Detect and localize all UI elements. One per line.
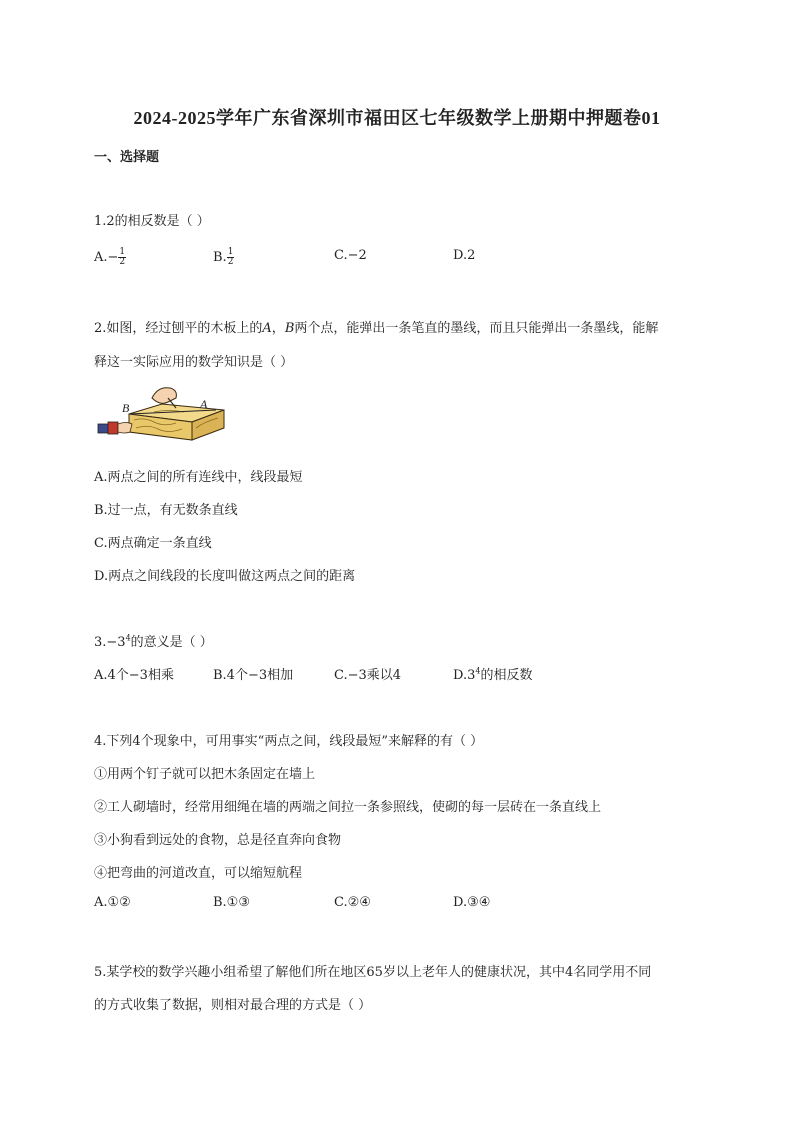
q5-stem-line1: 5.某学校的数学兴趣小组希望了解他们所在地区65岁以上老年人的健康状况，其中4名同学用不同 xyxy=(94,965,652,980)
q3-option-d-exponent: 4 xyxy=(475,666,481,676)
fraction-denominator: 2 xyxy=(227,257,234,267)
q3-option-a: A.4个−3相乘 xyxy=(94,668,174,683)
q1-stem: 1.2的相反数是（ ） xyxy=(94,214,210,229)
q1-option-d: D.2 xyxy=(453,248,476,263)
q4-item-1: ①用两个钉子就可以把木条固定在墙上 xyxy=(94,767,316,782)
q3-option-d-text: 的相反数 xyxy=(480,668,533,683)
q2-option-d: D.两点之间线段的长度叫做这两点之间的距离 xyxy=(94,569,356,584)
q1-option-a-prefix: A.− xyxy=(94,250,119,265)
figure-label-a: A xyxy=(200,397,208,411)
q3-option-c: C.−3乘以4 xyxy=(334,668,402,683)
q2-option-a: A.两点之间的所有连线中，线段最短 xyxy=(94,470,303,485)
q3-option-d xyxy=(453,664,532,683)
q3-exponent: 4 xyxy=(125,633,131,643)
q3-stem-text: 3.−3 xyxy=(94,635,126,650)
fraction-numerator: 1 xyxy=(227,247,234,257)
q5-stem-line2: 的方式收集了数据，则相对最合理的方式是（ ） xyxy=(94,998,372,1013)
q4-item-3: ③小狗看到远处的食物，总是径直奔向食物 xyxy=(94,833,342,848)
q2-stem-line2: 释这一实际应用的数学知识是（ ） xyxy=(94,355,294,370)
q3-options xyxy=(94,664,714,684)
q4-option-c: C.②④ xyxy=(334,895,371,910)
fraction-denominator: 2 xyxy=(119,257,126,267)
q4-stem: 4.下列4个现象中，可用事实“两点之间，线段最短”来解释的有（ ） xyxy=(94,734,484,749)
q2-option-c: C.两点确定一条直线 xyxy=(94,536,212,551)
q1-option-b xyxy=(213,248,234,267)
point-a-label: A xyxy=(262,321,272,336)
q2-stem-comma: ， xyxy=(271,321,285,336)
q1-option-b-fraction xyxy=(227,248,235,267)
q2-stem-line1 xyxy=(94,317,658,336)
q3-option-b: B.4个−3相加 xyxy=(213,668,294,683)
q2-stem-text: 两个点，能弹出一条笔直的墨线，而且只能弹出一条墨线，能解 xyxy=(294,321,659,336)
q4-item-2: ②工人砌墙时，经常用细绳在墙的两端之间拉一条参照线，使砌的每一层砖在一条直线上 xyxy=(94,800,602,815)
q3-stem-text: 的意义是（ ） xyxy=(130,635,213,650)
q4-option-b: B.①③ xyxy=(213,895,250,910)
fraction-numerator: 1 xyxy=(119,247,126,257)
q1-option-a xyxy=(94,248,126,267)
q3-option-d-text: D.3 xyxy=(453,668,476,683)
q4-item-4: ④把弯曲的河道改直，可以缩短航程 xyxy=(94,866,303,881)
q4-option-a: A.①② xyxy=(94,895,131,910)
q4-option-d: D.③④ xyxy=(453,895,491,910)
q1-options xyxy=(94,248,714,268)
q2-stem-text: 2.如图，经过刨平的木板上的 xyxy=(94,321,263,336)
wood-board-figure xyxy=(94,384,230,446)
exam-title: 2024-2025学年广东省深圳市福田区七年级数学上册期中押题卷01 xyxy=(133,108,661,128)
section-heading: 一、选择题 xyxy=(94,150,160,165)
q1-option-c: C.−2 xyxy=(334,248,367,263)
q1-option-a-fraction xyxy=(118,248,126,267)
point-b-label: B xyxy=(284,321,295,336)
q2-option-b: B.过一点，有无数条直线 xyxy=(94,503,238,518)
q1-option-b-prefix: B. xyxy=(213,250,227,265)
q4-options xyxy=(94,895,714,915)
q3-stem xyxy=(94,631,213,650)
figure-label-b: B xyxy=(122,401,130,415)
